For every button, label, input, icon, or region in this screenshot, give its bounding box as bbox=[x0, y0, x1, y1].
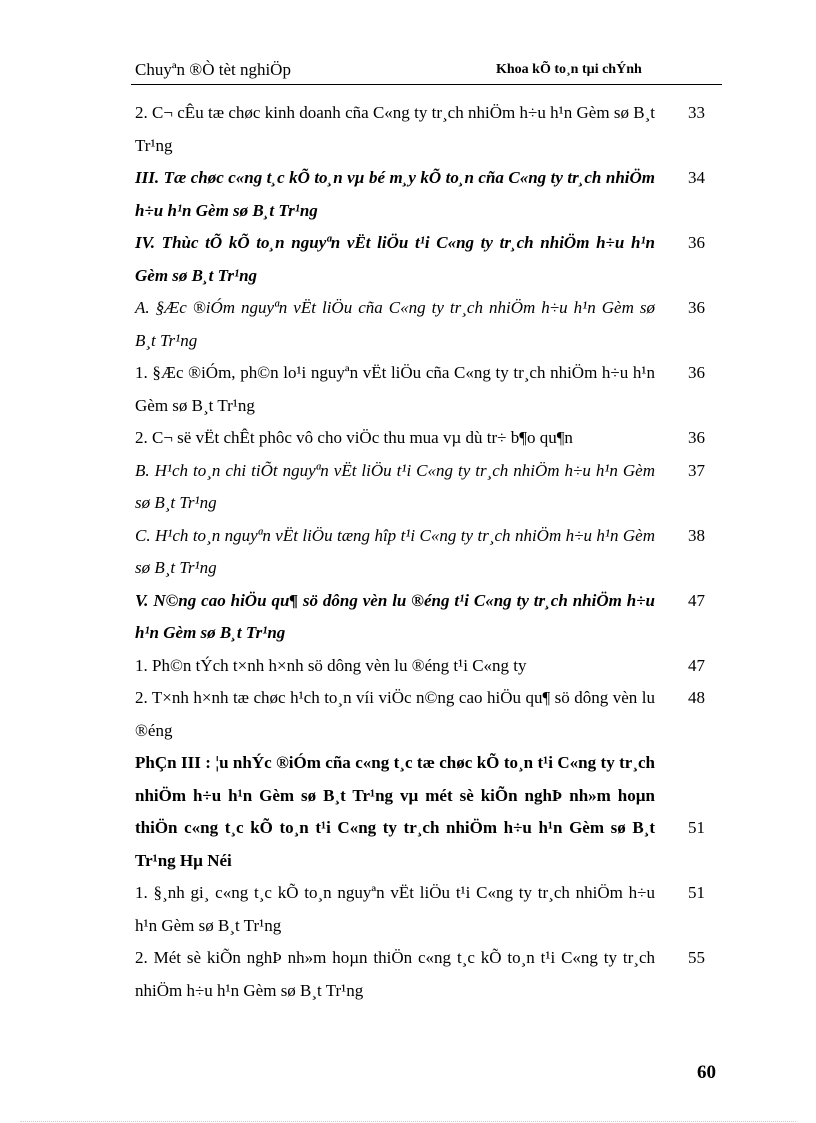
toc-entry bbox=[135, 585, 705, 650]
toc-entry-text: V. N©ng cao hiÖu qu¶ sö dông vèn lu ®éng t¹i C«ng ty tr¸ch nhiÖm h÷u h¹n Gèm sø B¸t Tr¹ng bbox=[135, 590, 655, 642]
toc-entry-text: 2. C¬ së vËt chÊt phôc vô cho viÖc thu mua vµ dù tr÷ b¶o qu¶n bbox=[135, 428, 573, 447]
toc-entry-page: 55 bbox=[688, 948, 705, 967]
toc-entry bbox=[135, 455, 705, 520]
header-title-left: Chuyªn ®Ò tèt nghiÖp bbox=[135, 60, 291, 79]
toc-entry-page: 36 bbox=[688, 233, 705, 252]
toc-entry-text: 2. C¬ cÊu tæ chøc kinh doanh cña C«ng ty tr¸ch nhiÖm h÷u h¹n Gèm sø B¸t Tr¹ng bbox=[135, 103, 655, 155]
toc-entry-page: 38 bbox=[688, 525, 705, 545]
toc-entry bbox=[135, 357, 705, 422]
toc-entry-text: 1. §Æc ®iÓm, ph©n lo¹i nguyªn vËt liÖu cña C«ng ty tr¸ch nhiÖm h÷u h¹n Gèm sø B¸t Tr¹ng bbox=[135, 363, 655, 415]
toc-entry-page: 47 bbox=[688, 655, 705, 675]
toc-entry bbox=[135, 520, 705, 585]
page-number: 60 bbox=[697, 1062, 716, 1083]
toc-entry-text: III. Tæ chøc c«ng t¸c kÕ to¸n vµ bé m¸y kÕ to¸n cña C«ng ty tr¸ch nhiÖm h÷u h¹n Gèm sø B¸t Tr¹ng bbox=[135, 168, 655, 220]
toc-entry bbox=[135, 942, 705, 1007]
toc-entry-text: IV. Thùc tÕ kÕ to¸n nguyªn vËt liÖu t¹i C«ng ty tr¸ch nhiÖm h÷u h¹n Gèm sø B¸t Tr¹ng bbox=[135, 233, 655, 285]
toc-entry-text: PhÇn III : ¦u nhÝc ®iÓm cña c«ng t¸c tæ chøc kÕ to¸n t¹i C«ng ty tr¸ch nhiÖm h÷u h¹n Gèm sø B¸t Tr¹ng vµ mét sè kiÕn nghÞ nh»m hoµn thiÖn c«ng t¸c kÕ to¸n t¹i C«ng ty tr¸ch nhiÖm h÷u h¹n Gèm sø B¸t Tr¹ng Hµ Néi bbox=[135, 753, 655, 870]
toc-entry-page: 37 bbox=[688, 460, 705, 480]
toc-entry-page: 36 bbox=[688, 363, 705, 382]
toc-entry bbox=[135, 682, 705, 747]
toc-entry-page: 47 bbox=[688, 590, 705, 610]
toc-entry-text: 2. T×nh h×nh tæ chøc h¹ch to¸n víi viÖc n©ng cao hiÖu qu¶ sö dông vèn lu ®éng bbox=[135, 688, 655, 740]
toc-entry-text: 1. §¸nh gi¸ c«ng t¸c kÕ to¸n nguyªn vËt liÖu t¹i C«ng ty tr¸ch nhiÖm h÷u h¹n Gèm sø B¸t Tr¹ng bbox=[135, 883, 655, 935]
toc-entry-part bbox=[135, 747, 705, 877]
page-bottom-divider bbox=[20, 1121, 796, 1122]
toc-entry-text: B. H¹ch to¸n chi tiÕt nguyªn vËt liÖu t¹i C«ng ty tr¸ch nhiÖm h÷u h¹n Gèm sø B¸t Tr¹ng bbox=[135, 460, 655, 512]
toc-entry-page: 34 bbox=[688, 168, 705, 187]
header-title-right: Khoa kÕ to¸n tµi chÝnh bbox=[496, 62, 642, 77]
toc-entry-page: 36 bbox=[688, 298, 705, 317]
toc-entry bbox=[135, 162, 705, 227]
toc-entry-page: 33 bbox=[688, 103, 705, 122]
toc-entry-text: C. H¹ch to¸n nguyªn vËt liÖu tæng hîp t¹i C«ng ty tr¸ch nhiÖm h÷u h¹n Gèm sø B¸t Tr¹ng bbox=[135, 525, 655, 577]
header-divider bbox=[131, 84, 722, 85]
toc-entry-page: 48 bbox=[688, 688, 705, 707]
toc-entry-page: 51 bbox=[688, 883, 705, 902]
toc-entry bbox=[135, 877, 705, 942]
toc-entry bbox=[135, 422, 705, 455]
toc-entry-text: 1. Ph©n tÝch t×nh h×nh sö dông vèn lu ®éng t¹i C«ng ty bbox=[135, 655, 527, 675]
toc-entry-page: 36 bbox=[688, 428, 705, 447]
toc-entry-text: A. §Æc ®iÓm nguyªn vËt liÖu cña C«ng ty tr¸ch nhiÖm h÷u h¹n Gèm sø B¸t Tr¹ng bbox=[135, 298, 655, 350]
toc-entry bbox=[135, 97, 705, 162]
table-of-contents bbox=[135, 97, 705, 1007]
toc-entry bbox=[135, 650, 705, 683]
toc-entry bbox=[135, 292, 705, 357]
toc-entry bbox=[135, 227, 705, 292]
toc-entry-text: 2. Mét sè kiÕn nghÞ nh»m hoµn thiÖn c«ng t¸c kÕ to¸n t¹i C«ng ty tr¸ch nhiÖm h÷u h¹n Gèm sø B¸t Tr¹ng bbox=[135, 948, 655, 1000]
toc-entry-page: 51 bbox=[688, 818, 705, 837]
